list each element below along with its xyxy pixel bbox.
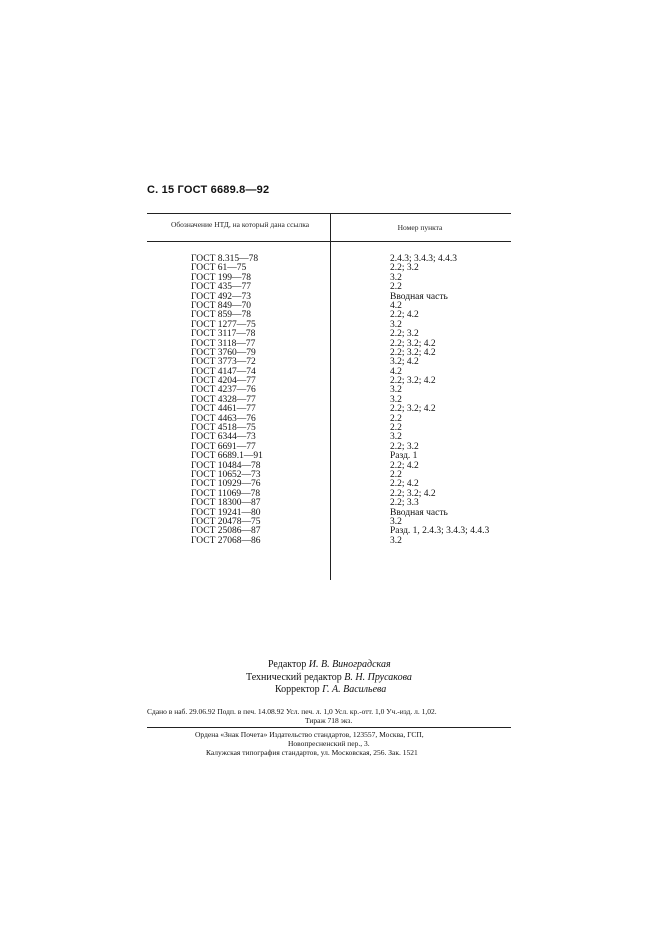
table-top-rule (147, 213, 511, 214)
table-row-clause: 2.2; 3.2; 4.2 (390, 347, 436, 358)
table-header-rule (147, 241, 511, 242)
table-row-clause: 2.2; 3.2; 4.2 (390, 376, 436, 387)
editor-credit (268, 659, 391, 672)
table-row-clause: Вводная часть (390, 291, 448, 302)
imprint-printer: Калужская типография стандартов, ул. Московская, 256. Зак. 1521 (206, 748, 418, 757)
table-row-document: ГОСТ 10484—78 (191, 460, 261, 471)
table-row-document: ГОСТ 4204—77 (191, 376, 256, 387)
proofreader-role: Корректор (275, 684, 320, 695)
table-row-clause: 2.2; 4.2 (390, 479, 419, 490)
imprint-publisher: Ордена «Знак Почета» Издательство стандартов, 123557, Москва, ГСП, (195, 730, 424, 739)
table-row-document: ГОСТ 27068—86 (191, 535, 261, 546)
table-row-document: ГОСТ 6691—77 (191, 441, 256, 452)
table-row-document: ГОСТ 3760—79 (191, 347, 256, 358)
editor-name: И. В. Виноградская (308, 659, 391, 670)
table-row-document: ГОСТ 199—78 (191, 272, 251, 283)
table-row-clause: 2.4.3; 3.4.3; 4.4.3 (390, 254, 458, 264)
table-row-clause: 2.2 (390, 469, 402, 480)
table-row-document: ГОСТ 10929—76 (191, 479, 261, 490)
table-row-document: ГОСТ 3773—72 (191, 357, 256, 368)
table-row-document: ГОСТ 1277—75 (191, 319, 256, 330)
table-row-document: ГОСТ 4463—76 (191, 413, 256, 424)
table-row-clause: 2.2; 4.2 (390, 310, 419, 321)
table-row-document: ГОСТ 435—77 (191, 282, 251, 293)
table-row-document: ГОСТ 20478—75 (191, 516, 261, 527)
page-title: С. 15 ГОСТ 6689.8—92 (147, 184, 270, 196)
table-row-document: ГОСТ 18300—87 (191, 498, 261, 509)
table-row-clause: 2.2 (390, 413, 402, 424)
imprint-print-run: Тираж 718 экз. (305, 716, 353, 725)
table-row-clause: 2.2; 3.2; 4.2 (390, 338, 436, 349)
table-row-document: ГОСТ 6344—73 (191, 432, 256, 443)
table-row-document: ГОСТ 6689.1—91 (191, 451, 263, 462)
table-row-clause: 3.2 (390, 319, 402, 330)
table-row-clause: 2.2; 4.2 (390, 460, 419, 471)
table-column-divider (330, 213, 331, 580)
table-row-clause: 4.2 (390, 300, 402, 311)
table-row-document: ГОСТ 19241—80 (191, 507, 261, 518)
table-row-clause: 2.2; 3.2; 4.2 (390, 404, 436, 415)
table-row-document: ГОСТ 4461—77 (191, 404, 256, 415)
table-row-clause: 2.2; 3.2 (390, 329, 419, 340)
table-row-document: ГОСТ 4147—74 (191, 366, 256, 377)
column-header-document: Обозначение НТД, на который дана ссылка (170, 220, 310, 229)
table-row-clause: 3.2 (390, 535, 402, 546)
table-row-document: ГОСТ 4328—77 (191, 394, 256, 405)
table-row-clause: Разд. 1 (390, 451, 418, 462)
tech-editor-role: Технический редактор (246, 672, 342, 683)
referenced-standards-list (191, 255, 263, 546)
table-row-clause: 3.2 (390, 385, 402, 396)
editor-role: Редактор (268, 659, 307, 670)
table-row-document: ГОСТ 3117—78 (191, 329, 256, 340)
table-row-clause: 2.2; 3.2; 4.2 (390, 488, 436, 499)
table-row-document: ГОСТ 25086—87 (191, 526, 261, 537)
table-row-clause: 3.2 (390, 394, 402, 405)
table-row-clause: 3.2; 4.2 (390, 357, 419, 368)
table-row-clause: Разд. 1, 2.4.3; 3.4.3; 4.4.3 (390, 526, 490, 537)
proofreader-name: Г. А. Васильева (322, 684, 387, 695)
table-row-document: ГОСТ 11069—78 (191, 488, 261, 499)
table-row-clause: 3.2 (390, 432, 402, 443)
table-row-document: ГОСТ 4237—76 (191, 385, 256, 396)
table-row-clause: 2.2; 3.2 (390, 441, 419, 452)
table-row-clause: 3.2 (390, 516, 402, 527)
table-row-document: ГОСТ 10652—73 (191, 469, 261, 480)
table-row-document: ГОСТ 61—75 (191, 263, 247, 274)
table-row-document: ГОСТ 4518—75 (191, 423, 256, 434)
tech-editor-credit (246, 672, 412, 685)
table-row-clause: 2.2 (390, 423, 402, 434)
table-row-clause: 4.2 (390, 366, 402, 377)
imprint-rule (147, 727, 511, 728)
table-row-clause: 2.2 (390, 282, 402, 293)
column-header-clause: Номер пункта (397, 223, 443, 232)
table-row-clause: Вводная часть (390, 507, 448, 518)
table-row-document: ГОСТ 8.315—78 (191, 254, 259, 264)
tech-editor-name: В. Н. Прусакова (344, 672, 412, 683)
table-row-document: ГОСТ 492—73 (191, 291, 251, 302)
proofreader-credit (275, 684, 386, 697)
table-row-document: ГОСТ 849—70 (191, 300, 251, 311)
imprint-dates: Сдано в наб. 29.06.92 Подп. в печ. 14.08.92 Усл. печ. л. 1,0 Усл. кр.-отт. 1,0 Уч.-изд. л. 1,02. (147, 707, 437, 716)
table-row-document: ГОСТ 3118—77 (191, 338, 256, 349)
imprint-address: Новопресненский пер., 3. (288, 739, 370, 748)
table-row-clause: 2.2; 3.2 (390, 263, 419, 274)
clause-numbers-list (390, 255, 489, 546)
table-row-clause: 2.2; 3.3 (390, 498, 419, 509)
table-row-document: ГОСТ 859—78 (191, 310, 251, 321)
table-row-clause: 3.2 (390, 272, 402, 283)
